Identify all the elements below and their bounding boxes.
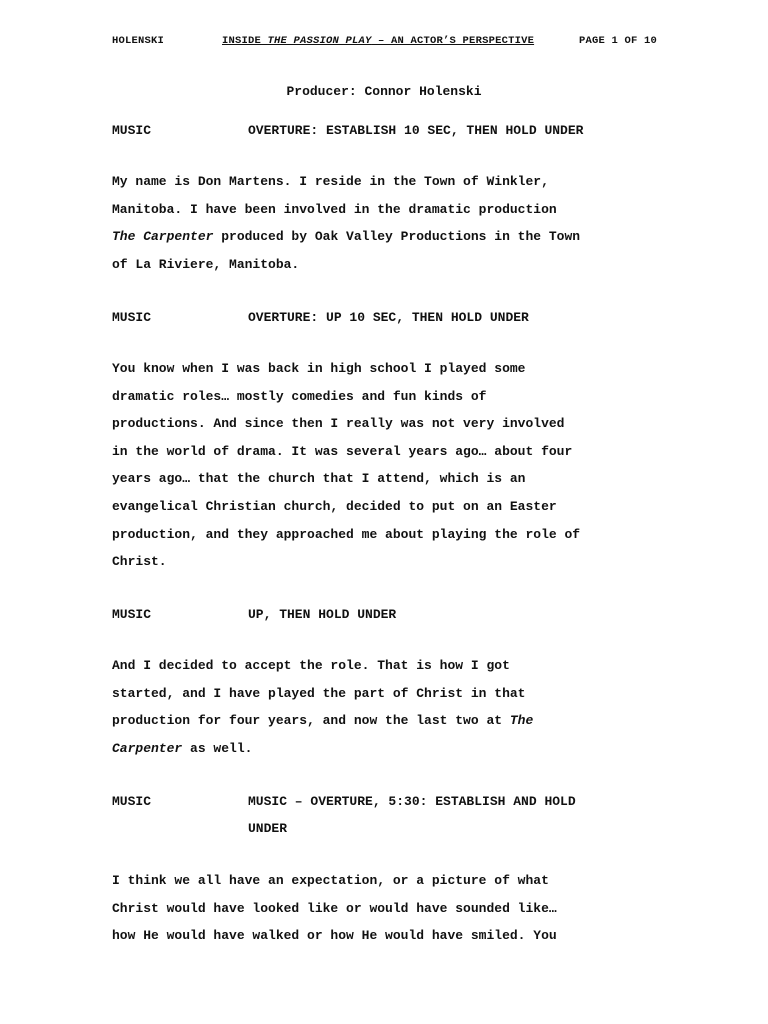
paragraph-line: I think we all have an expectation, or a picture of what (112, 873, 549, 888)
header-page-number: PAGE 1 OF 10 (578, 35, 657, 47)
cue-label: MUSIC (112, 123, 152, 138)
paragraph-line: The Carpenter produced by Oak Valley Productions in the Town (112, 229, 581, 245)
paragraph-line: started, and I have played the part of Christ in that (112, 685, 526, 701)
italic-title: The (509, 713, 534, 729)
paragraph-line: Manitoba. I have been involved in the dramatic production (112, 201, 557, 217)
paragraph-line: My name is Don Martens. I reside in the Town of Winkler, (112, 174, 549, 189)
cue-text: MUSIC – OVERTURE, 5:30: ESTABLISH AND HOLD (248, 794, 576, 809)
cue-text: UP, THEN HOLD UNDER (248, 607, 397, 622)
paragraph-line: production, and they approached me about playing the role of (112, 526, 581, 542)
cue-text: OVERTURE: ESTABLISH 10 SEC, THEN HOLD UNDER (248, 123, 584, 138)
paragraph-line: productions. And since then I really was not very involved (112, 416, 565, 432)
producer-credit: Producer: Connor Holenski (286, 84, 482, 99)
cue-text: OVERTURE: UP 10 SEC, THEN HOLD UNDER (248, 310, 529, 325)
paragraph-line: dramatic roles… mostly comedies and fun kinds of (112, 388, 487, 404)
paragraph-line: of La Riviere, Manitoba. (112, 256, 300, 272)
paragraph-line: production for four years, and now the last two at The (112, 713, 534, 729)
header-author: HOLENSKI (112, 35, 165, 47)
paragraph-line: how He would have walked or how He would have smiled. You (112, 928, 557, 944)
cue-text-continued: UNDER (248, 821, 288, 836)
paragraph-line: And I decided to accept the role. That is how I got (112, 658, 510, 673)
cue-label: MUSIC (112, 607, 152, 622)
paragraph-line: evangelical Christian church, decided to put on an Easter (112, 498, 557, 514)
paragraph-line: in the world of drama. It was several years ago… about four (112, 443, 573, 459)
cue-label: MUSIC (112, 794, 152, 809)
header-title: INSIDE THE PASSION PLAY – AN ACTOR’S PERSPECTIVE (222, 35, 535, 47)
paragraph-line: Christ would have looked like or would have sounded like… (112, 900, 557, 916)
header-title-italic: THE PASSION PLAY (267, 35, 372, 47)
paragraph-line: Carpenter as well. (112, 740, 253, 756)
paragraph-2 (112, 355, 662, 576)
paragraph-line: years ago… that the church that I attend, which is an (112, 471, 526, 487)
paragraph-line: Christ. (112, 554, 167, 570)
cue-label: MUSIC (112, 310, 152, 325)
paragraph-1 (112, 168, 662, 278)
paragraph-3 (112, 652, 662, 762)
paragraph-line: You know when I was back in high school I played some (112, 361, 526, 376)
italic-title: Carpenter (112, 740, 183, 756)
paragraph-4 (112, 867, 662, 950)
italic-title: The Carpenter (112, 229, 214, 245)
